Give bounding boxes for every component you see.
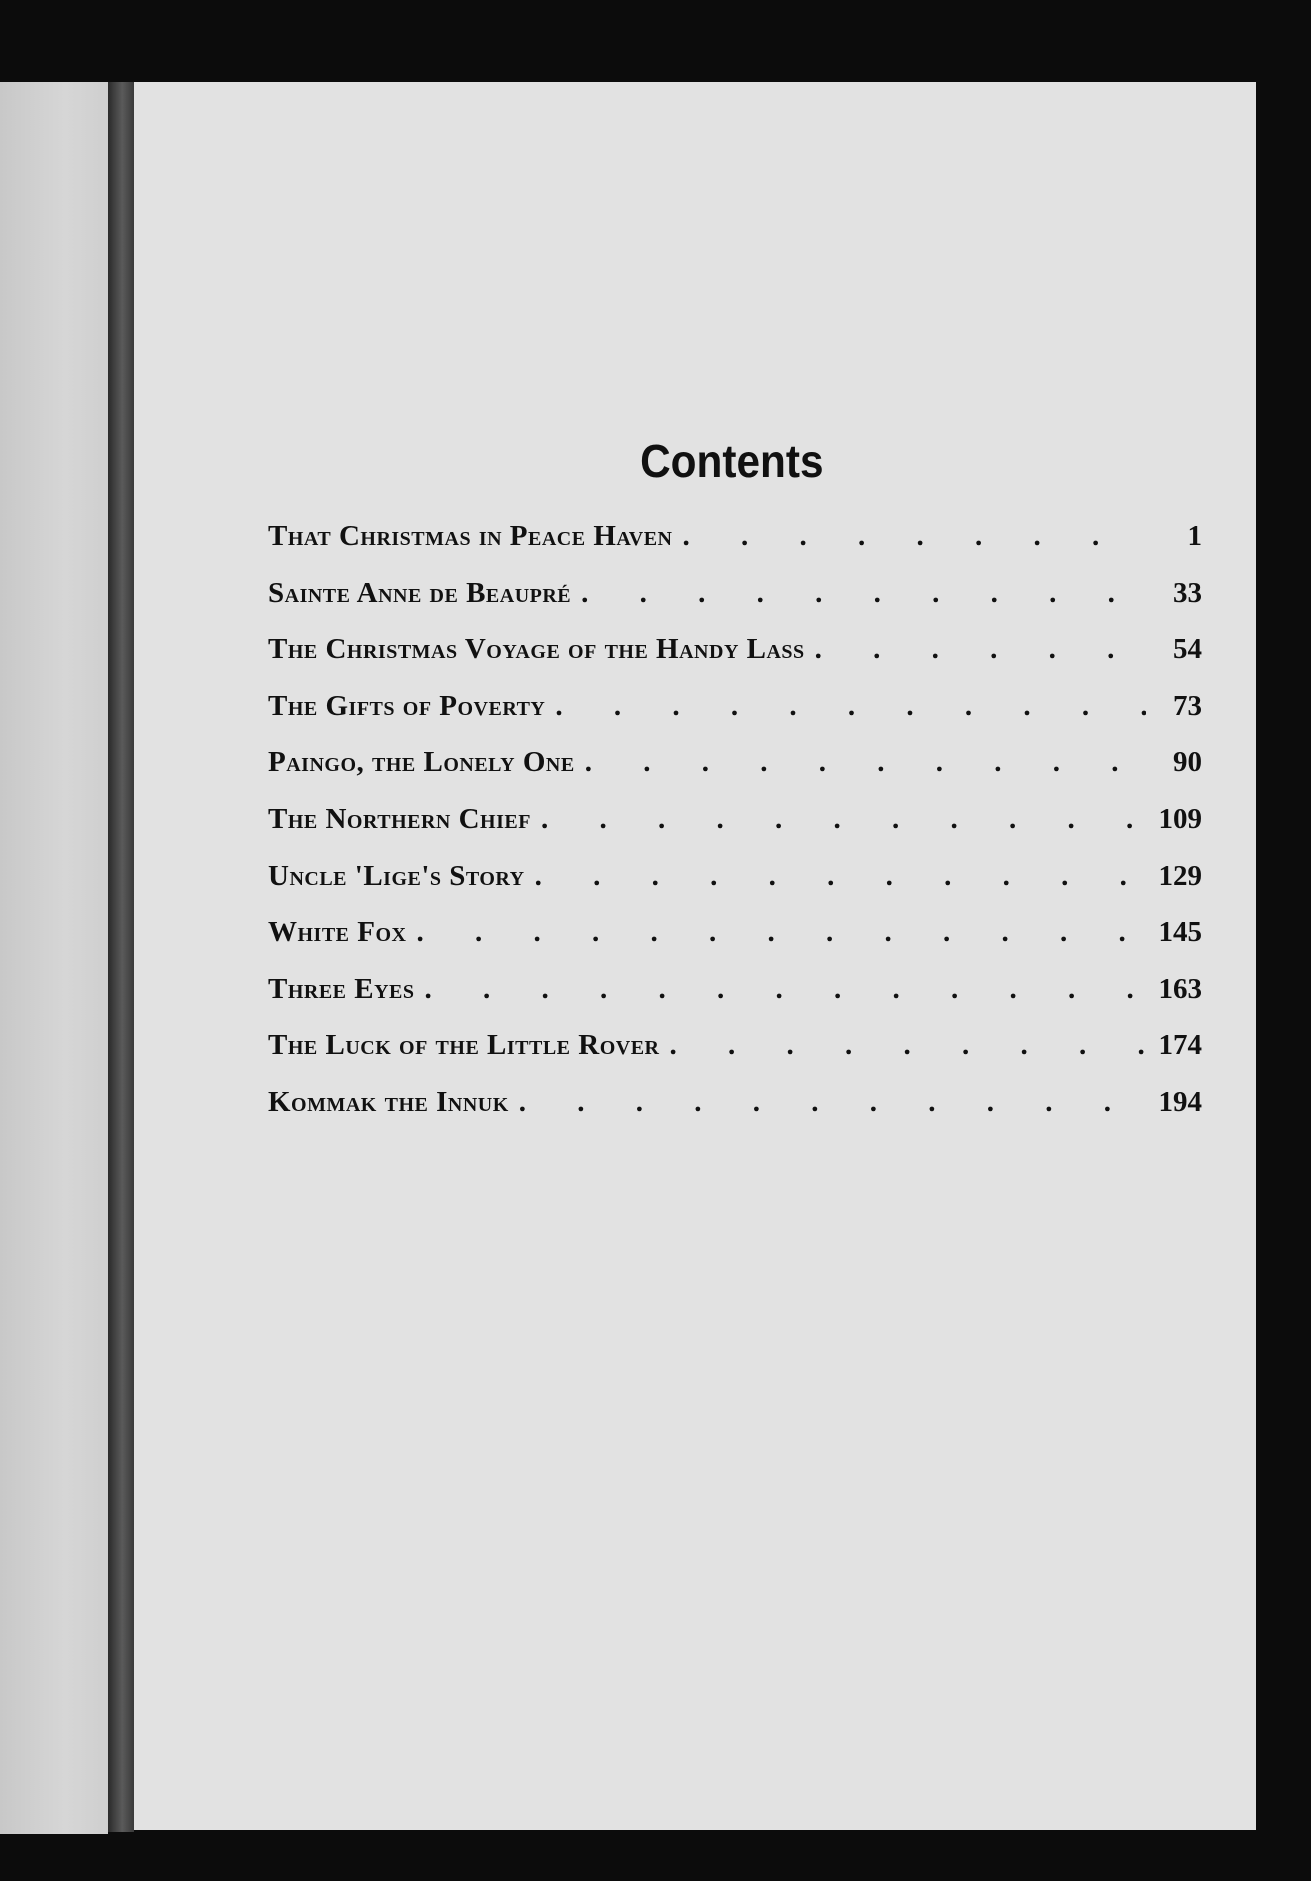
toc-entry: [268, 690, 1202, 747]
dot-leader: [683, 520, 1147, 553]
toc-entry-page: 109: [1158, 802, 1202, 835]
toc-entry-page: 174: [1158, 1029, 1202, 1062]
toc-entry-page: 1: [1187, 520, 1202, 552]
toc-entry: [268, 1086, 1202, 1143]
dot-leader: [670, 1029, 1147, 1062]
toc-entry-page: 145: [1158, 916, 1202, 949]
toc-entry-page: 54: [1173, 633, 1202, 666]
dot-leader: [555, 690, 1146, 723]
dot-leader: [519, 1086, 1146, 1119]
dot-leader: [541, 803, 1146, 836]
toc-entry-page: 129: [1158, 859, 1202, 892]
toc-entry: [268, 520, 1202, 577]
facing-page-edge: [0, 82, 108, 1834]
dot-leader: [425, 973, 1146, 1006]
toc-entry-page: 194: [1158, 1085, 1202, 1118]
toc-entry-title: Paingo, the Lonely One: [268, 746, 575, 779]
toc-entry-title: Three Eyes: [268, 972, 415, 1005]
table-of-contents: [268, 520, 1202, 1143]
toc-entry-page: 90: [1173, 746, 1202, 779]
dot-leader: [535, 860, 1146, 893]
toc-entry: [268, 916, 1202, 973]
toc-entry-title: Sainte Anne de Beaupré: [268, 576, 572, 609]
toc-entry: [268, 803, 1202, 860]
toc-entry: [268, 746, 1202, 803]
toc-entry: [268, 633, 1202, 690]
toc-entry-page: 163: [1158, 972, 1202, 1005]
toc-entry: [268, 973, 1202, 1030]
book-page: [134, 82, 1256, 1830]
toc-entry-title: Kommak the Innuk: [268, 1085, 509, 1118]
dot-leader: [581, 577, 1146, 610]
page-title: Contents: [640, 435, 824, 487]
toc-entry-title: That Christmas in Peace Haven: [268, 520, 673, 552]
toc-entry-title: The Luck of the Little Rover: [268, 1029, 660, 1062]
toc-entry: [268, 577, 1202, 634]
toc-entry-title: The Gifts of Poverty: [268, 689, 546, 722]
book-gutter: [108, 82, 134, 1832]
dot-leader: [815, 633, 1146, 666]
toc-entry-page: 73: [1173, 689, 1202, 722]
toc-entry: [268, 1029, 1202, 1086]
dot-leader: [416, 916, 1146, 949]
toc-entry-title: The Christmas Voyage of the Handy Lass: [268, 633, 805, 666]
toc-entry-title: White Fox: [268, 916, 407, 949]
toc-entry: [268, 860, 1202, 917]
dot-leader: [585, 746, 1146, 779]
toc-entry-title: The Northern Chief: [268, 802, 531, 835]
toc-entry-page: 33: [1173, 576, 1202, 609]
toc-entry-title: Uncle 'Lige's Story: [268, 859, 525, 892]
